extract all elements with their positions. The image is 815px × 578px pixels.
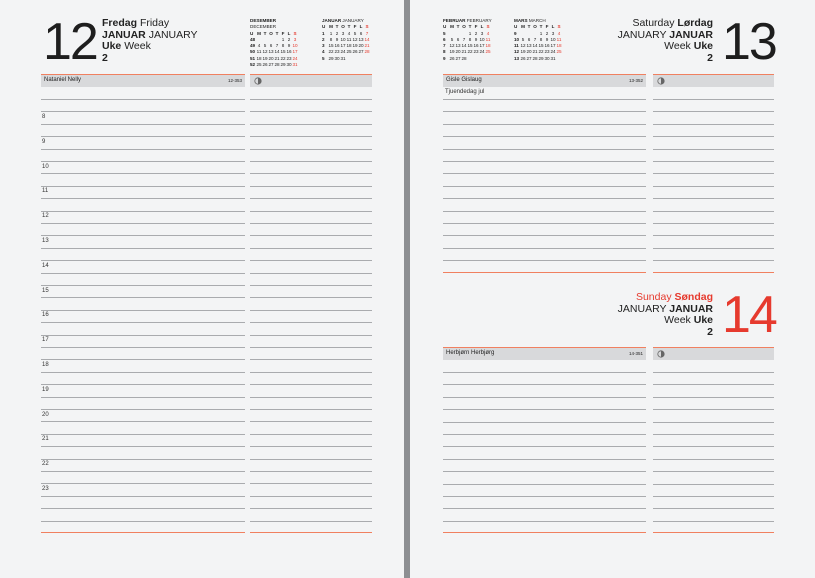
mini-calendar-title: JANUAR JANUARY	[322, 18, 364, 23]
week-bold: Uke	[693, 40, 713, 52]
day-header-saturday	[573, 18, 713, 64]
ruled-line	[443, 397, 646, 398]
week-regular: Week	[124, 40, 151, 52]
mini-calendar-week: 9 26 27 28	[443, 55, 467, 61]
bottom-rule	[443, 532, 646, 533]
weekday-regular: Friday	[139, 17, 170, 29]
ruled-line	[41, 483, 245, 484]
name-day-bar-sunday	[443, 347, 646, 360]
ruled-line	[443, 496, 646, 497]
ruled-line	[653, 409, 774, 410]
ruled-line	[443, 434, 646, 435]
ruled-line	[443, 446, 646, 447]
ruled-line	[653, 161, 774, 162]
ruled-line	[250, 322, 372, 323]
ruled-line	[250, 459, 372, 460]
ruled-line	[443, 459, 646, 460]
mini-calendar-week: 10 5 6 7 8 9 10 11	[514, 36, 562, 42]
month-regular: JANUARY	[148, 28, 198, 41]
ruled-line	[443, 111, 646, 112]
ruled-line	[250, 173, 372, 174]
mini-calendar-december	[250, 18, 302, 68]
ruled-line	[653, 372, 774, 373]
mini-calendar-head: U M T O T F L S	[322, 24, 369, 30]
name-day: Nataniel Nelly	[44, 77, 82, 83]
notes-bar-saturday	[653, 74, 774, 87]
ruled-line	[653, 422, 774, 423]
ruled-line	[250, 111, 372, 112]
ruled-line	[653, 111, 774, 112]
ruled-line	[250, 496, 372, 497]
ruled-line	[250, 273, 372, 274]
ruled-line	[41, 248, 245, 249]
mini-calendar-week: 3 15 16 17 18 19 20 21	[322, 43, 370, 49]
mini-calendar-week: 8 19 20 21 22 23 24 25	[443, 49, 491, 55]
ruled-line	[41, 434, 245, 435]
day-code: 14-351	[628, 351, 643, 356]
mini-calendar-week: 12 19 20 21 22 23 24 25	[514, 49, 562, 55]
ruled-line	[653, 508, 774, 509]
week-number: 2	[707, 51, 713, 64]
ruled-line	[443, 186, 646, 187]
ruled-line	[250, 124, 372, 125]
mini-calendar-week: 9 1 2 3 4	[514, 30, 561, 36]
mini-calendar-week: 2 8 9 10 11 12 13 14	[322, 36, 370, 42]
name-day-bar-saturday	[443, 74, 646, 87]
month-bold: JANUAR	[102, 28, 146, 41]
ruled-line	[250, 384, 372, 385]
hour-label: 20	[42, 411, 49, 418]
ruled-line	[653, 496, 774, 497]
ruled-line	[41, 508, 245, 509]
ruled-line	[41, 496, 245, 497]
hour-label: 16	[42, 312, 49, 319]
mini-calendar-week: 51 18 19 20 21 22 23 24	[250, 55, 298, 61]
ruled-line	[443, 161, 646, 162]
bottom-rule	[653, 272, 774, 273]
ruled-line	[443, 248, 646, 249]
ruled-line	[653, 397, 774, 398]
ruled-line	[443, 508, 646, 509]
month-regular: JANUARY	[617, 302, 667, 315]
ruled-line	[41, 285, 245, 286]
ruled-line	[250, 508, 372, 509]
ruled-line	[250, 397, 372, 398]
weekday-regular: Saturday	[632, 17, 675, 29]
ruled-line	[41, 235, 245, 236]
ruled-line	[41, 310, 245, 311]
mini-calendar-week: 6 5 6 7 8 9 10 11	[443, 36, 491, 42]
mini-calendar-head: U M T O T F L S	[250, 30, 297, 36]
ruled-line	[250, 186, 372, 187]
ruled-line	[653, 471, 774, 472]
ruled-line	[41, 136, 245, 137]
holiday-note: Tjuendedag jul	[445, 89, 485, 95]
hour-label: 21	[42, 436, 49, 443]
ruled-line	[250, 248, 372, 249]
hour-label: 13	[42, 238, 49, 244]
ruled-line	[653, 149, 774, 150]
ruled-line	[250, 471, 372, 472]
ruled-line	[443, 384, 646, 385]
mini-calendar-week: 48 1 2 3	[250, 36, 297, 42]
ruled-line	[41, 446, 245, 447]
ruled-line	[41, 347, 245, 348]
ruled-line	[443, 223, 646, 224]
bottom-rule	[443, 272, 646, 273]
hour-label: 22	[42, 461, 49, 468]
ruled-line	[443, 372, 646, 373]
ruled-line	[41, 421, 245, 422]
ruled-line	[41, 521, 245, 522]
bottom-rule	[41, 532, 245, 533]
day-header-sunday	[573, 292, 713, 338]
month-bold: JANUAR	[669, 302, 713, 315]
mini-calendar-week: 49 4 5 6 7 8 9 10	[250, 43, 298, 49]
ruled-line	[653, 124, 774, 125]
ruled-line	[250, 297, 372, 298]
ruled-line	[250, 434, 372, 435]
hour-label: 14	[42, 262, 49, 269]
hour-label: 8	[42, 114, 46, 120]
day-header-left	[102, 18, 198, 64]
moon-phase-icon	[657, 77, 665, 85]
ruled-line	[653, 223, 774, 224]
weekday-bold: Lørdag	[677, 17, 713, 29]
notes-bar-sunday	[653, 347, 774, 360]
hour-label: 19	[42, 386, 49, 393]
mini-calendar-week: 50 11 12 13 14 15 16 17	[250, 49, 298, 55]
ruled-line	[250, 161, 372, 162]
weekday-regular: Sunday	[635, 291, 672, 303]
ruled-line	[41, 173, 245, 174]
ruled-line	[250, 347, 372, 348]
ruled-line	[41, 211, 245, 212]
ruled-line	[653, 521, 774, 522]
month-regular: JANUARY	[617, 28, 667, 41]
ruled-line	[41, 372, 245, 373]
mini-calendar-week: 13 26 27 28 29 30 31	[514, 55, 556, 61]
ruled-line	[250, 99, 372, 100]
notes-bar	[250, 74, 372, 87]
day-code: 12-353	[227, 78, 242, 83]
ruled-line	[250, 372, 372, 373]
mini-calendar-week: 5 29 30 31	[322, 55, 346, 61]
mini-calendar-title: MARS MARCH	[514, 18, 546, 23]
ruled-line	[41, 99, 245, 100]
mini-calendar-head: U M T O T F L S	[443, 24, 490, 30]
ruled-line	[41, 359, 245, 360]
ruled-line	[250, 310, 372, 311]
weekday-bold: Søndag	[674, 291, 713, 303]
name-day: Herbjørn Herbjørg	[446, 350, 495, 356]
mini-calendar-week: 7 12 13 14 15 16 17 18	[443, 43, 491, 49]
ruled-line	[41, 161, 245, 162]
ruled-line	[250, 421, 372, 422]
ruled-line	[443, 136, 646, 137]
ruled-line	[443, 173, 646, 174]
mini-calendar-february	[443, 18, 495, 62]
mini-calendar-march	[514, 18, 566, 62]
ruled-line	[41, 186, 245, 187]
ruled-line	[653, 186, 774, 187]
name-day-bar	[41, 74, 245, 87]
ruled-line	[250, 521, 372, 522]
ruled-line	[443, 99, 646, 100]
ruled-line	[653, 459, 774, 460]
right-page	[410, 0, 815, 578]
ruled-line	[653, 446, 774, 447]
bottom-rule	[250, 532, 372, 533]
mini-calendar-january	[322, 18, 374, 62]
ruled-line	[250, 235, 372, 236]
ruled-line	[250, 198, 372, 199]
weekday-bold: Fredag	[102, 17, 138, 29]
ruled-line	[250, 483, 372, 484]
bottom-rule	[653, 532, 774, 533]
ruled-line	[41, 260, 245, 261]
ruled-line	[653, 434, 774, 435]
ruled-line	[41, 397, 245, 398]
ruled-line	[653, 248, 774, 249]
ruled-line	[41, 409, 245, 410]
ruled-line	[250, 409, 372, 410]
mini-calendar-week: 5 1 2 3 4	[443, 30, 490, 36]
ruled-line	[443, 484, 646, 485]
hour-label: 9	[42, 138, 46, 145]
left-page	[0, 0, 404, 578]
mini-calendar-week: 1 1 2 3 4 5 6 7	[322, 30, 369, 36]
ruled-line	[443, 409, 646, 410]
ruled-line	[41, 459, 245, 460]
ruled-line	[653, 260, 774, 261]
ruled-line	[250, 223, 372, 224]
ruled-line	[250, 260, 372, 261]
ruled-line	[250, 359, 372, 360]
ruled-line	[443, 471, 646, 472]
ruled-line	[443, 211, 646, 212]
hour-label: 23	[42, 486, 49, 492]
hour-label: 17	[42, 337, 49, 344]
ruled-line	[443, 198, 646, 199]
hour-label: 11	[42, 188, 49, 195]
ruled-line	[443, 149, 646, 150]
ruled-line	[653, 136, 774, 137]
hour-label: 18	[42, 362, 49, 368]
ruled-line	[653, 384, 774, 385]
ruled-line	[41, 384, 245, 385]
ruled-line	[443, 422, 646, 423]
mini-calendar-title: DESEMBER DECEMBER	[250, 18, 277, 30]
ruled-line	[250, 446, 372, 447]
mini-calendar-head: U M T O T F L S	[514, 24, 561, 30]
hour-label: 10	[42, 163, 49, 170]
ruled-line	[443, 235, 646, 236]
ruled-line	[443, 521, 646, 522]
ruled-line	[250, 149, 372, 150]
ruled-line	[41, 124, 245, 125]
ruled-line	[443, 124, 646, 125]
ruled-line	[653, 235, 774, 236]
ruled-line	[653, 484, 774, 485]
week-bold: Uke	[693, 314, 713, 326]
ruled-line	[653, 99, 774, 100]
hour-label: 12	[42, 213, 49, 220]
ruled-line	[41, 273, 245, 274]
mini-calendar-week: 52 25 26 27 28 29 30 31	[250, 62, 298, 68]
ruled-line	[41, 297, 245, 298]
ruled-line	[653, 198, 774, 199]
ruled-line	[41, 223, 245, 224]
ruled-line	[41, 198, 245, 199]
ruled-line	[41, 322, 245, 323]
week-regular: Week	[664, 40, 691, 52]
ruled-line	[41, 149, 245, 150]
week-number: 2	[102, 51, 108, 64]
day-number-13: 13	[722, 13, 776, 71]
day-code: 13-352	[628, 78, 643, 83]
week-regular: Week	[664, 314, 691, 326]
hour-label: 15	[42, 287, 49, 294]
ruled-line	[41, 335, 245, 336]
ruled-line	[250, 211, 372, 212]
ruled-line	[41, 471, 245, 472]
name-day: Gisle Gislaug	[446, 77, 482, 83]
month-bold: JANUAR	[669, 28, 713, 41]
mini-calendar-title: FEBRUAR FEBRUARY	[443, 18, 492, 23]
ruled-line	[653, 211, 774, 212]
day-number-12: 12	[43, 13, 97, 71]
moon-phase-icon	[254, 77, 262, 85]
week-number: 2	[707, 325, 713, 338]
day-number-14: 14	[722, 286, 776, 344]
ruled-line	[250, 136, 372, 137]
mini-calendar-week: 4 22 23 24 25 26 27 28	[322, 49, 370, 55]
ruled-line	[41, 111, 245, 112]
ruled-line	[653, 173, 774, 174]
ruled-line	[443, 260, 646, 261]
ruled-line	[250, 335, 372, 336]
week-bold: Uke	[102, 40, 122, 52]
mini-calendar-week: 11 12 13 14 15 16 17 18	[514, 43, 562, 49]
moon-phase-icon	[657, 350, 665, 358]
ruled-line	[250, 285, 372, 286]
